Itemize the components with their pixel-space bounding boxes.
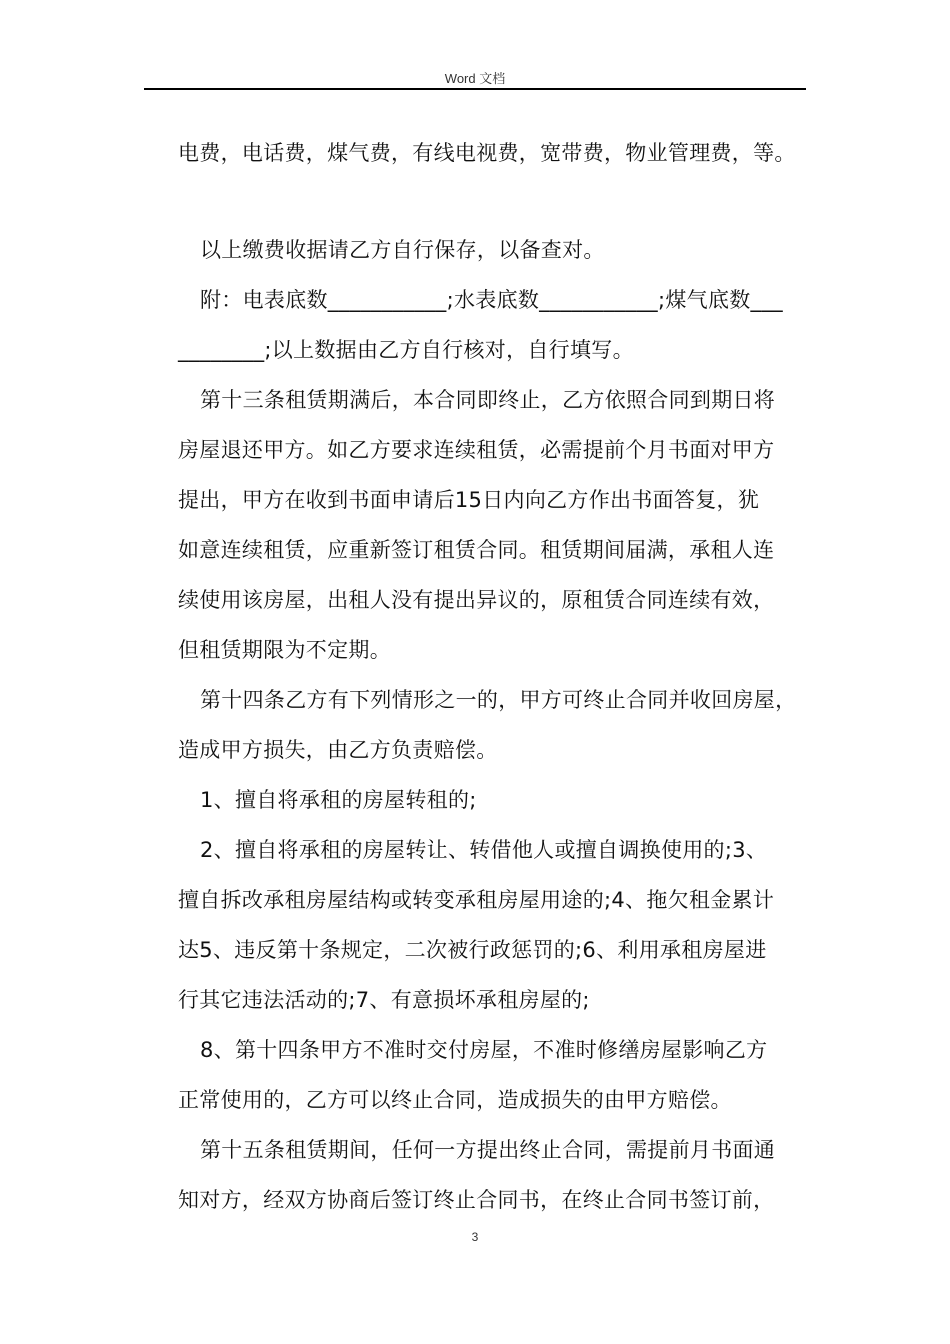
paragraph-line: 以上缴费收据请乙方自行保存，以备查对。 [200, 238, 605, 262]
paragraph-line: 附：电表底数___________;水表底数___________;煤气底数___ [200, 288, 783, 312]
paragraph-line: 续使用该房屋，出租人没有提出异议的，原租赁合同连续有效， [178, 588, 775, 612]
paragraph-line: 行其它违法活动的;7、有意损坏承租房屋的; [178, 988, 590, 1012]
paragraph-line: 但租赁期限为不定期。 [178, 638, 391, 662]
paragraph-line: 1、擅自将承租的房屋转租的; [200, 788, 477, 812]
paragraph-line: 电费，电话费，煤气费，有线电视费，宽带费，物业管理费，等。 [178, 141, 796, 165]
paragraph-line: 2、擅自将承租的房屋转让、转借他人或擅自调换使用的;3、 [200, 838, 768, 862]
paragraph-line: ________;以上数据由乙方自行核对，自行填写。 [178, 338, 634, 362]
paragraph-line: 知对方，经双方协商后签订终止合同书，在终止合同书签订前， [178, 1188, 775, 1212]
paragraph-line: 造成甲方损失，由乙方负责赔偿。 [178, 738, 498, 762]
paragraph-line: 正常使用的，乙方可以终止合同，造成损失的由甲方赔偿。 [178, 1088, 732, 1112]
paragraph-line: 如意连续租赁，应重新签订租赁合同。租赁期间届满，承租人连 [178, 538, 775, 562]
paragraph-line: 第十五条租赁期间，任何一方提出终止合同，需提前月书面通 [200, 1138, 776, 1162]
paragraph-line: 擅自拆改承租房屋结构或转变承租房屋用途的;4、拖欠租金累计 [178, 888, 775, 912]
document-header-title: Word 文档 [444, 71, 506, 86]
paragraph-line: 第十三条租赁期满后，本合同即终止，乙方依照合同到期日将 [200, 388, 776, 412]
header-rule [144, 88, 806, 90]
paragraph-line: 房屋退还甲方。如乙方要求连续租赁，必需提前个月书面对甲方 [178, 438, 775, 462]
page-number: 3 [471, 1230, 479, 1244]
paragraph-line: 第十四条乙方有下列情形之一的，甲方可终止合同并收回房屋， [200, 688, 797, 712]
paragraph-line: 8、第十四条甲方不准时交付房屋，不准时修缮房屋影响乙方 [200, 1038, 768, 1062]
paragraph-line: 达5、违反第十条规定，二次被行政惩罚的;6、利用承租房屋进 [178, 938, 767, 962]
paragraph-line: 提出，甲方在收到书面申请后15日内向乙方作出书面答复，犹 [178, 488, 760, 512]
